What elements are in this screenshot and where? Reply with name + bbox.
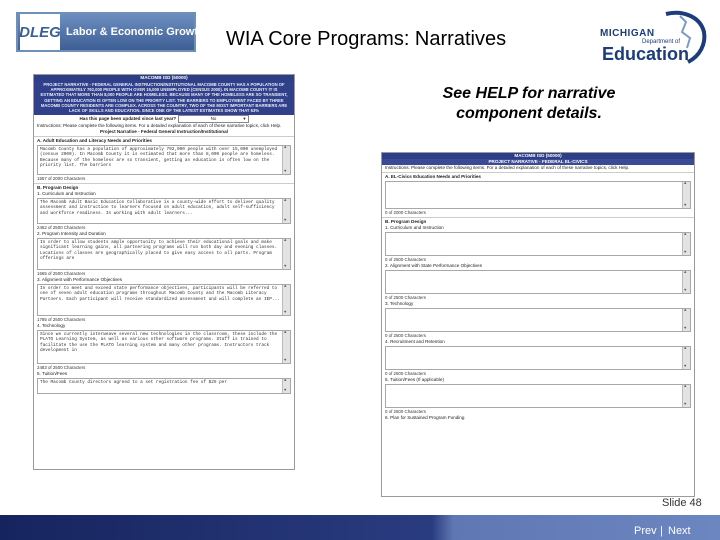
left-form-banner: PROJECT NARRATIVE - FEDERAL GENERAL INSTRUCTION/INSTITUTIONAL MACOMB COUNTY HAS A POPULATION OF APPROXIMATELY 792,000 PEOPLE WITH OVER 15,000 UNEMPLOYED (CENSUS 2000). IN MACOMB COUNTY IT IS ESTIMATED THAT MORE THAN 8,000 PEOPLE ARE HOMELESS. BECAUSE MANY OF THE HOMELESS ARE SO TRANSIENT, GETTING AN EDUCATION IS OFTEN LOW ON THE PRIORITY LIST. THE BARRIERS TO EMPLOYMENT FACED BY THREE MACOMB COUNTY RESIDENTS ARE COMPLEX. ACROSS THE COUNTRY, TWO OF THE MOST IMPORTANT BARRIERS ARE LACK OF SKILLS AND EDUCATION. SINCE ONE OF THE LATEST ESTIMATES SHOW THAT 63% — [34, 81, 294, 115]
left-b2-label: 2. Program Intensity and Duration — [37, 231, 106, 237]
right-section-a: A. EL-Civics Education Needs and Priorities — [385, 174, 481, 179]
left-textarea-b4[interactable]: Since we currently interweave several new technologies in the classroom, these include the PLATO Learning System, as well as various other software programs. Staff is trained to facilitate the use the PLATO learning system and many other programs. Instructors track development in ▲ ▼ — [37, 330, 291, 364]
michigan-logo-dept: Department of — [642, 39, 681, 45]
scrollbar[interactable] — [282, 331, 290, 363]
footer-bar — [0, 515, 720, 540]
scrollbar[interactable] — [682, 385, 690, 407]
right-b6-label: 6. Plan for Sustained Program Funding — [385, 415, 465, 420]
dleg-mark-icon: DLEG — [20, 14, 60, 50]
left-project-title: Project Narrative - Federal General Instruction/Institutional — [100, 129, 228, 135]
right-form-header: MACOMB ISD (50000) — [382, 153, 694, 159]
right-section-b: B. Program Design — [385, 219, 427, 224]
slide-number: Slide 48 — [662, 497, 702, 509]
scrollbar[interactable] — [282, 285, 290, 315]
right-count-b5: 0 of 2500 Characters — [385, 409, 427, 414]
right-count-b2: 0 of 2500 Characters — [385, 295, 427, 300]
left-textarea-a[interactable]: Macomb County has a population of approximately 792,000 people with over 15,000 unemployed (census 2000). In Macomb County it is estimated that more than 8,000 people are homeless. Because many of the homeless are so transient, getting an education is often low on the priority list. The barriers ▲ ▼ — [37, 145, 291, 175]
prev-link[interactable]: Prev — [634, 525, 657, 537]
scrollbar[interactable] — [282, 199, 290, 223]
left-instructions: Instructions: Please complete the following items. For a detailed explanation of each of these narrative topics, click Help. — [37, 123, 282, 129]
right-textarea-b2[interactable] — [385, 270, 691, 294]
left-textarea-b3[interactable]: In order to meet and exceed state performance objectives, participants will be referred to one of seven adult education programs throughout Macomb County and the Macomb Literacy Partners. Each participant will receive standardized assessment and will complete an IEP... ▲ ▼ — [37, 284, 291, 316]
left-section-a: A. Adult Education and Literacy Needs and Priorities — [37, 138, 152, 144]
right-count-b3: 0 of 2500 Characters — [385, 333, 427, 338]
left-updated-select[interactable]: No ▼ — [178, 115, 249, 123]
scrollbar[interactable] — [682, 271, 690, 293]
right-count-b4: 0 of 2500 Characters — [385, 371, 427, 376]
right-b3-label: 3. Technology — [385, 301, 414, 306]
nav-separator: | — [660, 525, 663, 537]
right-count-a: 0 of 2000 Characters — [385, 210, 427, 215]
dleg-logo — [16, 12, 205, 52]
right-b1-label: 1. Curriculum and Instruction — [385, 225, 444, 230]
next-link[interactable]: Next — [668, 525, 691, 537]
left-updated-row — [34, 115, 294, 123]
right-b2-label: 2. Alignment with State Performance Objectives — [385, 263, 483, 268]
dleg-logo-text: Labor & Economic Growth — [66, 26, 205, 38]
scrollbar[interactable] — [282, 379, 290, 393]
left-textarea-b2[interactable]: In order to allow students ample opportunity to achieve their educational goals and make significant learning gains, all partnering programs will run both day and evening classes. Locations of classes are geographically placed to give easy access to all parts. Program offerings are ▲ ▼ — [37, 238, 291, 270]
left-count-b3: 1785 of 2500 Characters — [37, 317, 86, 323]
right-textarea-b5[interactable] — [385, 384, 691, 408]
left-b3-label: 3. Alignment with Performance Objectives — [37, 277, 123, 283]
left-count-a: 1557 of 2000 Characters — [37, 176, 86, 182]
scrollbar[interactable] — [682, 309, 690, 331]
page-title: WIA Core Programs: Narratives — [226, 28, 507, 50]
michigan-logo-education: Education — [602, 44, 690, 64]
left-b1-label: 1. Curriculum and Instruction — [37, 191, 96, 197]
right-form-banner: PROJECT NARRATIVE - FEDERAL EL-CIVICS — [382, 159, 694, 165]
left-b5-label: 5. Tuition/Fees — [37, 371, 68, 377]
left-textarea-b1[interactable]: The Macomb Adult Basic Education Collaborative is a county-wide effort to deliver quality assessment and instruction to learners focused on adult education, adult self-sufficiency and workforce readiness. In working with adult learners... ▲ ▼ — [37, 198, 291, 224]
right-textarea-b3[interactable] — [385, 308, 691, 332]
right-instructions: Instructions: Please complete the following items. For a detailed explanation of each of these narrative topics, click Help. — [385, 165, 630, 170]
right-count-b1: 0 of 2500 Characters — [385, 257, 427, 262]
left-count-b4: 2483 of 2500 Characters — [37, 365, 86, 371]
right-textarea-b1[interactable] — [385, 232, 691, 256]
scrollbar[interactable] — [682, 347, 690, 369]
scrollbar[interactable] — [682, 182, 690, 208]
left-textarea-b5[interactable]: The Macomb County directors agreed to a set registration fee of $25 per ▲ ▼ — [37, 378, 291, 394]
left-count-b2: 1665 of 2500 Characters — [37, 271, 86, 277]
left-form-header: MACOMB ISD (50000) — [34, 75, 294, 81]
right-textarea-b4[interactable] — [385, 346, 691, 370]
right-textarea-a[interactable] — [385, 181, 691, 209]
screenshot-right-elcivics-form — [381, 152, 695, 497]
left-count-b1: 2462 of 2500 Characters — [37, 225, 86, 231]
help-note: See HELP for narrative component details. — [442, 85, 616, 122]
left-b4-label: 4. Technology — [37, 323, 66, 329]
screenshot-left-narrative-form — [33, 74, 295, 470]
right-b5-label: 5. Tuition/Fees (If applicable) — [385, 377, 444, 382]
left-section-b: B. Program Design — [37, 185, 79, 191]
michigan-logo-word: MICHIGAN — [600, 28, 655, 39]
scrollbar[interactable] — [282, 239, 290, 269]
scrollbar[interactable] — [682, 233, 690, 255]
right-b4-label: 4. Recruitment and Retention — [385, 339, 445, 344]
left-updated-question: Has this page been updated since last year? — [79, 116, 177, 122]
scrollbar[interactable] — [282, 146, 290, 174]
